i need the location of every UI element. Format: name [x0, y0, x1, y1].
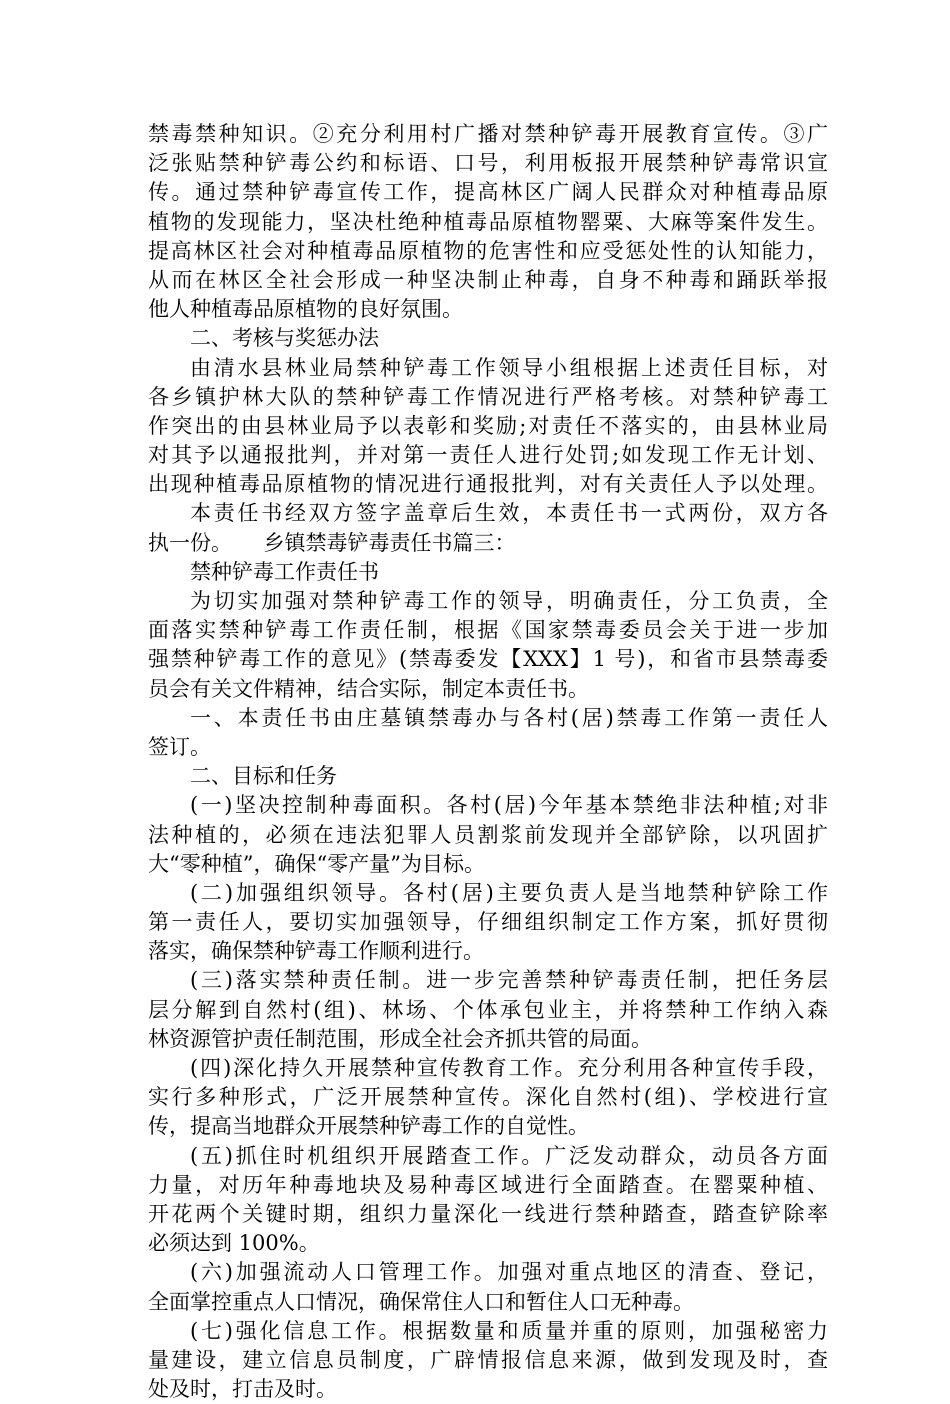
text-line: 出现种植毒品原植物的情况进行通报批判，对有关责任人予以处理。 [148, 472, 828, 497]
text-line: 第一责任人，要切实加强领导，仔细组织制定工作方案，抓好贯彻 [148, 910, 828, 935]
text-line: 他人种植毒品原植物的良好氛围。 [148, 297, 463, 322]
document-body [148, 120, 828, 1404]
text-line: 禁种铲毒工作责任书 [190, 559, 379, 584]
text-line: 处及时，打击及时。 [148, 1377, 337, 1402]
text-line: 植物的发现能力，坚决杜绝种植毒品原植物罂粟、大麻等案件发生。 [148, 209, 828, 234]
text-line: (五)抓住时机组织开展踏查工作。广泛发动群众，动员各方面 [190, 1143, 828, 1168]
text-line: 为切实加强对禁种铲毒工作的领导，明确责任，分工负责，全 [190, 589, 828, 613]
text-line: (六)加强流动人口管理工作。加强对重点地区的清查、登记， [190, 1260, 828, 1285]
text-line: 执一份。 乡镇禁毒铲毒责任书篇三： [148, 530, 516, 555]
text-line: 传，提高当地群众开展禁种铲毒工作的自觉性。 [148, 1114, 589, 1139]
text-line: 面落实禁种铲毒工作责任制，根据《国家禁毒委员会关于进一步加 [148, 618, 828, 643]
text-line: 法种植的，必须在违法犯罪人员割浆前发现并全部铲除，以巩固扩 [148, 822, 828, 847]
text-line: 提高林区社会对种植毒品原植物的危害性和应受惩处性的认知能力， [148, 238, 828, 263]
text-line: 从而在林区全社会形成一种坚决制止种毒，自身不种毒和踊跃举报 [148, 267, 828, 292]
text-line: 落实，确保禁种铲毒工作顺利进行。 [148, 939, 484, 964]
text-line: 实行多种形式，广泛开展禁种宣传。深化自然村(组)、学校进行宣 [148, 1085, 828, 1110]
text-line: (七)强化信息工作。根据数量和质量并重的原则，加强秘密力 [190, 1318, 828, 1343]
text-line: 由清水县林业局禁种铲毒工作领导小组根据上述责任目标，对 [190, 355, 828, 380]
text-line: (三)落实禁种责任制。进一步完善禁种铲毒责任制，把任务层 [190, 968, 828, 993]
text-line: 员会有关文件精神，结合实际，制定本责任书。 [148, 676, 589, 701]
text-line: 各乡镇护林大队的禁种铲毒工作情况进行严格考核。对禁种铲毒工 [148, 384, 828, 409]
text-line: 作突出的由县林业局予以表彰和奖励;对责任不落实的，由县林业局 [148, 413, 828, 438]
text-line: 本责任书经双方签字盖章后生效，本责任书一式两份，双方各 [190, 501, 828, 526]
text-line: (二)加强组织领导。各村(居)主要负责人是当地禁种铲除工作 [190, 880, 828, 905]
text-line: 一、本责任书由庄墓镇禁毒办与各村(居)禁毒工作第一责任人 [190, 705, 828, 730]
text-line: 泛张贴禁种铲毒公约和标语、口号，利用板报开展禁种铲毒常识宣 [148, 151, 828, 176]
text-line: 量建设，建立信息员制度，广辟情报信息来源，做到发现及时，查 [148, 1347, 828, 1372]
text-line: 开花两个关键时期，组织力量深化一线进行禁种踏查，踏查铲除率 [148, 1201, 828, 1226]
text-line: 必须达到 100%。 [148, 1231, 320, 1256]
text-line: 对其予以通报批判，并对第一责任人进行处罚;如发现工作无计划、 [148, 443, 828, 468]
text-line: 层分解到自然村(组)、林场、个体承包业主，并将禁种工作纳入森 [148, 997, 828, 1022]
text-line: (一)坚决控制种毒面积。各村(居)今年基本禁绝非法种植;对非 [190, 793, 828, 818]
text-line: 禁毒禁种知识。②充分利用村广播对禁种铲毒开展教育宣传。③广 [148, 122, 828, 146]
text-line: 二、目标和任务 [190, 764, 337, 789]
text-line: 传。通过禁种铲毒宣传工作，提高林区广阔人民群众对种植毒品原 [148, 180, 828, 205]
text-line: 强禁种铲毒工作的意见》(禁毒委发【XXX】1 号)，和省市县禁毒委 [148, 647, 828, 672]
text-line: 二、考核与奖惩办法 [190, 326, 379, 351]
text-line: 力量，对历年种毒地块及易种毒区域进行全面踏查。在罂粟种植、 [148, 1172, 828, 1197]
text-line: 林资源管护责任制范围，形成全社会齐抓共管的局面。 [148, 1026, 652, 1051]
text-line: 签订。 [148, 734, 211, 759]
text-line: 全面掌控重点人口情况，确保常住人口和暂住人口无种毒。 [148, 1289, 694, 1314]
text-line: (四)深化持久开展禁种宣传教育工作。充分利用各种宣传手段， [190, 1056, 828, 1080]
text-line: 大“零种植”，确保“零产量”为目标。 [148, 851, 485, 876]
